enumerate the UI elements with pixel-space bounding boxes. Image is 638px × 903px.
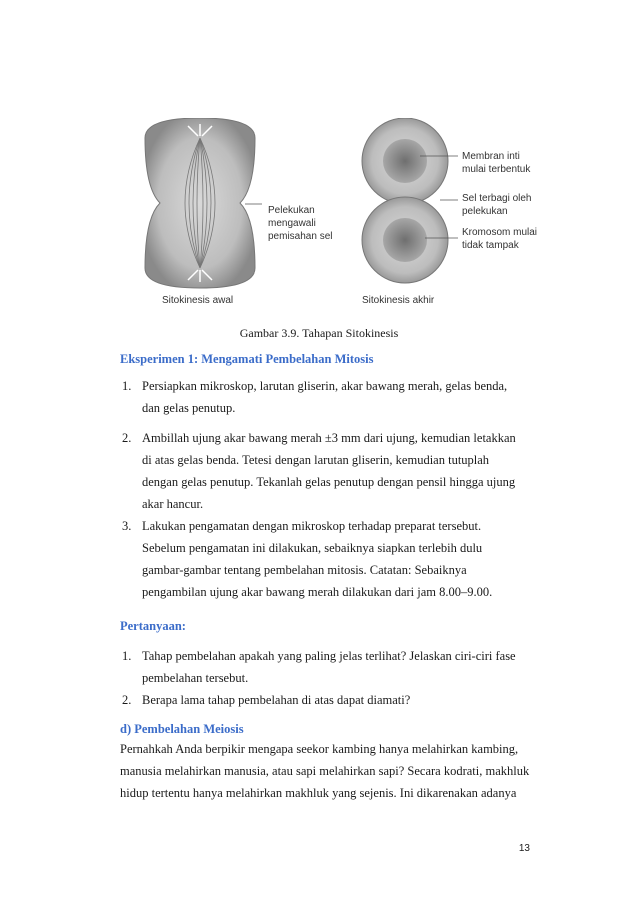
question-number: 2. <box>122 693 132 707</box>
question-line: Berapa lama tahap pembelahan di atas dapat diamati? <box>142 693 411 707</box>
step-line: Sebelum pengamatan ini dilakukan, sebaiknya siapkan terlebih dulu <box>142 541 483 555</box>
annotation-pelekukan <box>268 204 332 243</box>
annotation-line: pemisahan sel <box>268 231 333 242</box>
step-line: di atas gelas benda. Tetesi dengan larutan gliserin, kemudian tutuplah <box>142 453 490 467</box>
stage-label-awal: Sitokinesis awal <box>162 295 234 306</box>
step-3 <box>122 515 540 603</box>
annotation-line: mengawali <box>268 218 316 229</box>
paragraph-line: manusia melahirkan manusia, atau sapi melahirkan sapi? Secara kodrati, makhluk <box>120 764 530 778</box>
step-line: gambar-gambar tentang pembelahan mitosis. Catatan: Sebaiknya <box>142 563 467 577</box>
step-line: Ambillah ujung akar bawang merah ±3 mm dari ujung, kemudian letakkan <box>142 431 516 445</box>
meiosis-paragraph <box>120 738 540 804</box>
annotation-line: Membran inti <box>462 151 520 162</box>
step-1 <box>122 375 540 419</box>
annotation-membran <box>462 150 530 176</box>
step-line: pengambilan ujung akar bawang merah dilakukan dari jam 8.00–9.00. <box>142 585 493 599</box>
paragraph-line: Pernahkah Anda berpikir mengapa seekor kambing hanya melahirkan kambing, <box>120 742 519 756</box>
annotation-kromosom <box>462 226 537 252</box>
step-line: Lakukan pengamatan dengan mikroskop terhadap preparat tersebut. <box>142 519 482 533</box>
question-line: Tahap pembelahan apakah yang paling jelas terlihat? Jelaskan ciri-ciri fase <box>142 649 516 663</box>
figure-sitokinesis <box>140 118 560 318</box>
step-line: dengan gelas penutup. Tekanlah gelas penutup dengan pensil hingga ujung <box>142 475 516 489</box>
page-number: 13 <box>518 843 530 854</box>
step-line: akar hancur. <box>142 497 204 511</box>
figure-caption: Gambar 3.9. Tahapan Sitokinesis <box>239 326 399 340</box>
step-number: 2. <box>122 431 132 445</box>
annotation-line: Kromosom mulai <box>462 227 538 238</box>
questions-heading: Pertanyaan: <box>120 619 186 633</box>
step-line: Persiapkan mikroskop, larutan gliserin, akar bawang merah, gelas benda, <box>142 379 508 393</box>
step-number: 1. <box>122 379 132 393</box>
annotation-line: mulai terbentuk <box>462 164 531 175</box>
question-number: 1. <box>122 649 132 663</box>
question-line: pembelahan tersebut. <box>142 671 249 685</box>
annotation-sel <box>462 192 532 218</box>
question-2 <box>122 689 540 711</box>
cytokinesis-illustration <box>140 118 560 318</box>
paragraph-line: hidup tertentu hanya melahirkan makhluk yang sejenis. Ini dikarenakan adanya <box>120 786 517 800</box>
annotation-line: Pelekukan <box>268 205 315 216</box>
step-number: 3. <box>122 519 132 533</box>
annotation-line: Sel terbagi oleh <box>462 193 532 204</box>
question-1 <box>122 645 540 689</box>
annotation-line: pelekukan <box>462 206 508 217</box>
step-line: dan gelas penutup. <box>142 401 236 415</box>
meiosis-heading: d) Pembelahan Meiosis <box>120 722 244 736</box>
step-2 <box>122 427 540 515</box>
annotation-line: tidak tampak <box>462 240 519 251</box>
stage-label-akhir: Sitokinesis akhir <box>362 295 435 306</box>
experiment-heading: Eksperimen 1: Mengamati Pembelahan Mitosis <box>120 352 374 366</box>
